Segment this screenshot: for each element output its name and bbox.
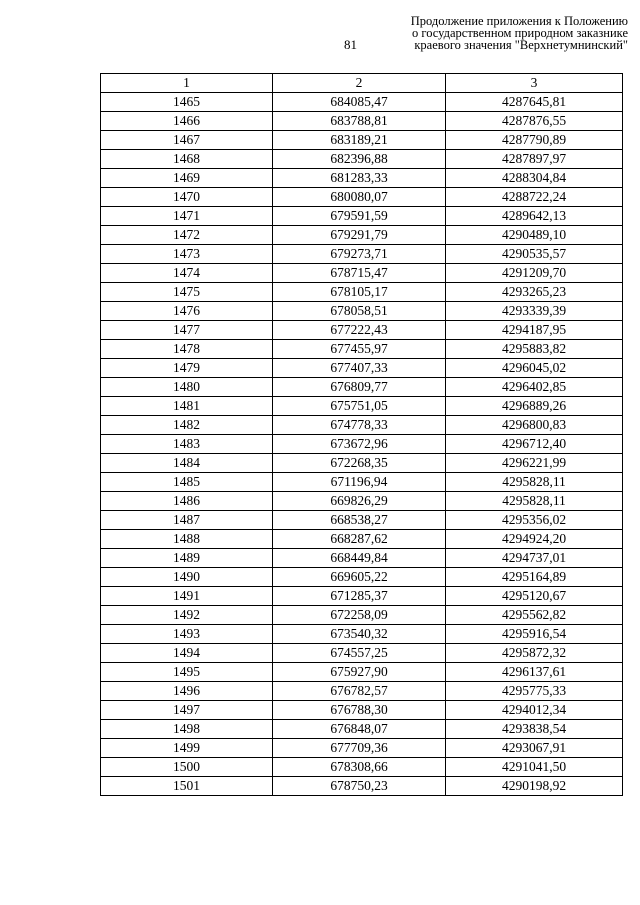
table-row: [101, 549, 623, 568]
coordinate-x-cell: 668449,84: [273, 549, 446, 568]
table-row: [101, 378, 623, 397]
coordinate-x-cell: 676848,07: [273, 720, 446, 739]
point-number-cell: 1478: [101, 340, 273, 359]
coordinate-y-cell: 4287790,89: [446, 131, 623, 150]
coordinate-y-cell: 4291041,50: [446, 758, 623, 777]
coordinate-x-cell: 679591,59: [273, 207, 446, 226]
point-number-cell: 1474: [101, 264, 273, 283]
table-row: [101, 245, 623, 264]
coordinate-y-cell: 4294012,34: [446, 701, 623, 720]
point-number-cell: 1479: [101, 359, 273, 378]
coordinate-y-cell: 4288304,84: [446, 169, 623, 188]
coordinate-x-cell: 683189,21: [273, 131, 446, 150]
point-number-cell: 1476: [101, 302, 273, 321]
table-row: [101, 682, 623, 701]
table-row: [101, 777, 623, 796]
point-number-cell: 1467: [101, 131, 273, 150]
header-note-line: о государственном природном заказнике: [412, 26, 628, 40]
coordinate-x-cell: 677455,97: [273, 340, 446, 359]
table-row: [101, 264, 623, 283]
coordinate-x-cell: 677407,33: [273, 359, 446, 378]
page-number: 81: [344, 37, 357, 52]
point-number-cell: 1482: [101, 416, 273, 435]
point-number-cell: 1469: [101, 169, 273, 188]
table-row: [101, 150, 623, 169]
coordinate-y-cell: 4294737,01: [446, 549, 623, 568]
table-row: [101, 758, 623, 777]
table-row: [101, 340, 623, 359]
appendix-header-note: [368, 15, 628, 51]
coordinate-x-cell: 673672,96: [273, 435, 446, 454]
coordinate-y-cell: 4296045,02: [446, 359, 623, 378]
coordinate-y-cell: 4295120,67: [446, 587, 623, 606]
table-row: [101, 568, 623, 587]
coordinate-y-cell: 4296800,83: [446, 416, 623, 435]
coordinate-y-cell: 4295828,11: [446, 473, 623, 492]
coordinate-y-cell: 4289642,13: [446, 207, 623, 226]
coordinate-y-cell: 4296402,85: [446, 378, 623, 397]
coordinate-y-cell: 4295883,82: [446, 340, 623, 359]
coordinate-y-cell: 4295164,89: [446, 568, 623, 587]
point-number-cell: 1475: [101, 283, 273, 302]
coordinate-y-cell: 4293067,91: [446, 739, 623, 758]
coordinate-y-cell: 4287645,81: [446, 93, 623, 112]
coordinate-y-cell: 4290198,92: [446, 777, 623, 796]
header-note-line: краевого значения "Верхнетумнинский": [414, 38, 628, 52]
point-number-cell: 1496: [101, 682, 273, 701]
coordinate-x-cell: 679291,79: [273, 226, 446, 245]
table-row: [101, 302, 623, 321]
coordinate-x-cell: 676809,77: [273, 378, 446, 397]
point-number-cell: 1494: [101, 644, 273, 663]
coordinate-x-cell: 671196,94: [273, 473, 446, 492]
coordinate-x-cell: 668287,62: [273, 530, 446, 549]
table-row: [101, 625, 623, 644]
table-row: [101, 93, 623, 112]
coordinate-y-cell: 4295562,82: [446, 606, 623, 625]
table-row: [101, 511, 623, 530]
table-row: [101, 739, 623, 758]
coordinate-y-cell: 4287897,97: [446, 150, 623, 169]
coordinate-x-cell: 678058,51: [273, 302, 446, 321]
table-row: [101, 644, 623, 663]
coordinate-y-cell: 4288722,24: [446, 188, 623, 207]
point-number-cell: 1481: [101, 397, 273, 416]
coordinate-x-cell: 672258,09: [273, 606, 446, 625]
coordinate-y-cell: 4296221,99: [446, 454, 623, 473]
coordinate-y-cell: 4294187,95: [446, 321, 623, 340]
header-note-line: Продолжение приложения к Положению: [410, 14, 628, 28]
table-row: [101, 663, 623, 682]
coordinate-y-cell: 4291209,70: [446, 264, 623, 283]
coordinate-x-cell: 682396,88: [273, 150, 446, 169]
table-row: [101, 283, 623, 302]
point-number-cell: 1500: [101, 758, 273, 777]
point-number-cell: 1490: [101, 568, 273, 587]
table-row: [101, 720, 623, 739]
point-number-cell: 1485: [101, 473, 273, 492]
table-row: [101, 131, 623, 150]
column-header: 2: [273, 74, 446, 93]
point-number-cell: 1470: [101, 188, 273, 207]
table-row: [101, 492, 623, 511]
point-number-cell: 1497: [101, 701, 273, 720]
coordinate-x-cell: 678750,23: [273, 777, 446, 796]
coordinate-y-cell: 4290489,10: [446, 226, 623, 245]
table-row: [101, 188, 623, 207]
coordinate-x-cell: 675751,05: [273, 397, 446, 416]
point-number-cell: 1501: [101, 777, 273, 796]
coordinate-x-cell: 678105,17: [273, 283, 446, 302]
coordinate-y-cell: 4296712,40: [446, 435, 623, 454]
table-row: [101, 397, 623, 416]
point-number-cell: 1480: [101, 378, 273, 397]
coordinate-y-cell: 4295872,32: [446, 644, 623, 663]
column-header: 3: [446, 74, 623, 93]
coordinate-x-cell: 679273,71: [273, 245, 446, 264]
table-header-row: [101, 74, 623, 93]
point-number-cell: 1477: [101, 321, 273, 340]
table-row: [101, 169, 623, 188]
coordinate-x-cell: 674557,25: [273, 644, 446, 663]
coordinate-x-cell: 683788,81: [273, 112, 446, 131]
point-number-cell: 1492: [101, 606, 273, 625]
coordinate-x-cell: 678308,66: [273, 758, 446, 777]
table-row: [101, 435, 623, 454]
table-row: [101, 606, 623, 625]
table-row: [101, 207, 623, 226]
point-number-cell: 1484: [101, 454, 273, 473]
coordinate-y-cell: 4294924,20: [446, 530, 623, 549]
point-number-cell: 1495: [101, 663, 273, 682]
table-row: [101, 321, 623, 340]
coordinate-y-cell: 4293339,39: [446, 302, 623, 321]
table-row: [101, 416, 623, 435]
coordinate-y-cell: 4296137,61: [446, 663, 623, 682]
coordinates-table: [100, 73, 623, 796]
point-number-cell: 1473: [101, 245, 273, 264]
coordinate-y-cell: 4287876,55: [446, 112, 623, 131]
coordinate-x-cell: 673540,32: [273, 625, 446, 644]
point-number-cell: 1468: [101, 150, 273, 169]
coordinate-x-cell: 681283,33: [273, 169, 446, 188]
table-row: [101, 473, 623, 492]
point-number-cell: 1465: [101, 93, 273, 112]
table-row: [101, 226, 623, 245]
coordinate-x-cell: 676782,57: [273, 682, 446, 701]
coordinate-y-cell: 4293838,54: [446, 720, 623, 739]
coordinate-x-cell: 668538,27: [273, 511, 446, 530]
coordinate-y-cell: 4296889,26: [446, 397, 623, 416]
point-number-cell: 1472: [101, 226, 273, 245]
coordinate-y-cell: 4290535,57: [446, 245, 623, 264]
coordinate-x-cell: 669826,29: [273, 492, 446, 511]
point-number-cell: 1491: [101, 587, 273, 606]
coordinate-y-cell: 4293265,23: [446, 283, 623, 302]
table-row: [101, 112, 623, 131]
coordinate-x-cell: 677709,36: [273, 739, 446, 758]
coordinate-x-cell: 672268,35: [273, 454, 446, 473]
point-number-cell: 1488: [101, 530, 273, 549]
point-number-cell: 1466: [101, 112, 273, 131]
coordinate-x-cell: 676788,30: [273, 701, 446, 720]
coordinate-x-cell: 678715,47: [273, 264, 446, 283]
coordinate-x-cell: 675927,90: [273, 663, 446, 682]
point-number-cell: 1499: [101, 739, 273, 758]
table-row: [101, 454, 623, 473]
coordinate-y-cell: 4295828,11: [446, 492, 623, 511]
coordinate-x-cell: 671285,37: [273, 587, 446, 606]
point-number-cell: 1471: [101, 207, 273, 226]
table-row: [101, 701, 623, 720]
coordinate-y-cell: 4295775,33: [446, 682, 623, 701]
point-number-cell: 1493: [101, 625, 273, 644]
point-number-cell: 1483: [101, 435, 273, 454]
coordinate-x-cell: 680080,07: [273, 188, 446, 207]
point-number-cell: 1489: [101, 549, 273, 568]
point-number-cell: 1486: [101, 492, 273, 511]
coordinate-y-cell: 4295356,02: [446, 511, 623, 530]
coordinate-x-cell: 677222,43: [273, 321, 446, 340]
coordinate-x-cell: 674778,33: [273, 416, 446, 435]
coordinate-y-cell: 4295916,54: [446, 625, 623, 644]
column-header: 1: [101, 74, 273, 93]
point-number-cell: 1498: [101, 720, 273, 739]
table-row: [101, 359, 623, 378]
table-row: [101, 587, 623, 606]
table-row: [101, 530, 623, 549]
coordinate-x-cell: 684085,47: [273, 93, 446, 112]
coordinate-x-cell: 669605,22: [273, 568, 446, 587]
point-number-cell: 1487: [101, 511, 273, 530]
